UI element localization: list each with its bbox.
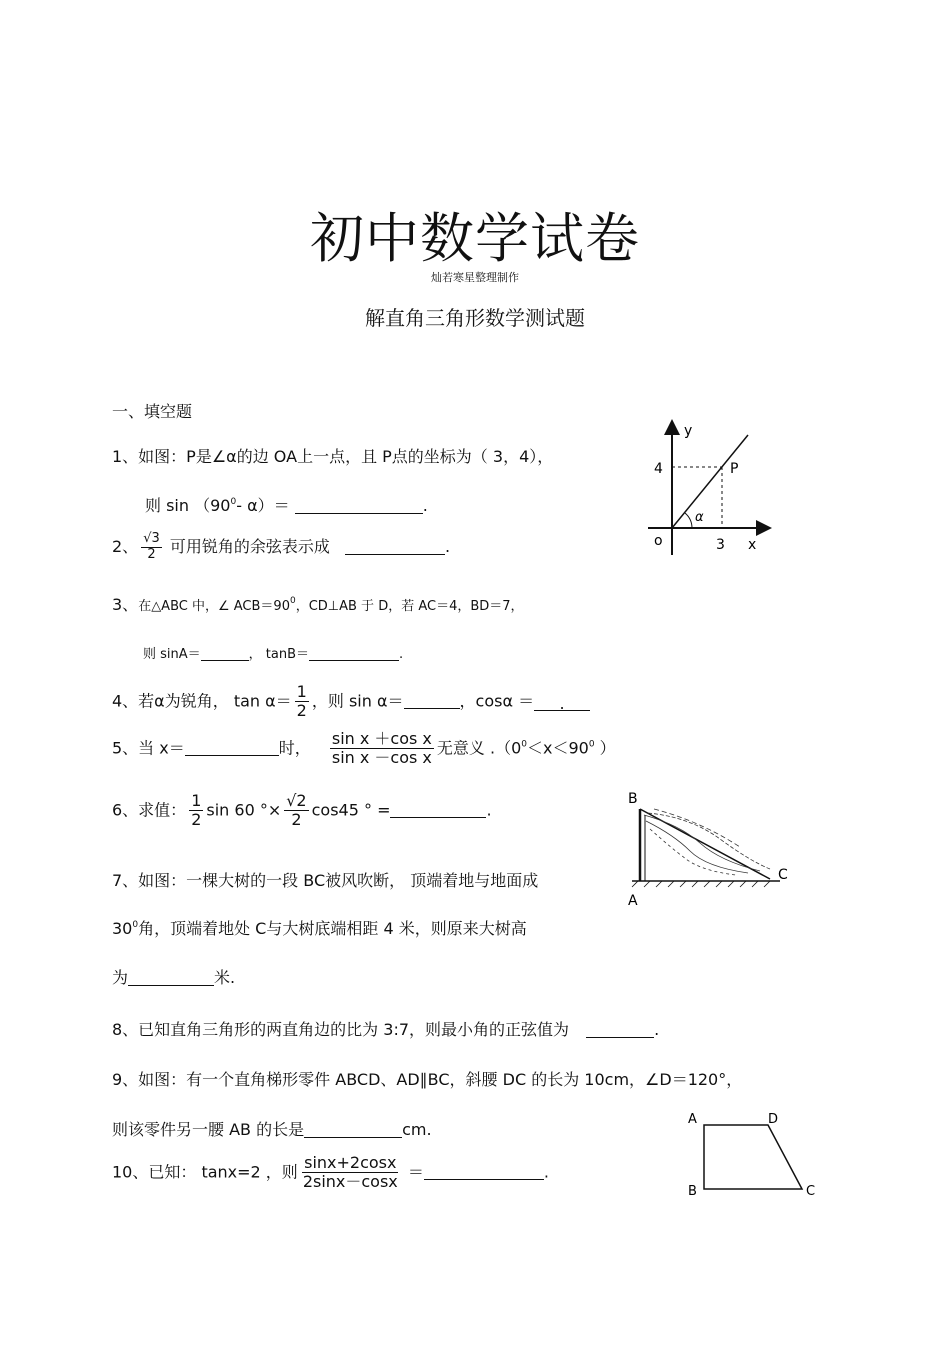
- question-10: [112, 1154, 549, 1192]
- question-8: [112, 1017, 659, 1040]
- y-tick-label: 4: [654, 461, 663, 477]
- vertex-b-label: B: [688, 1184, 697, 1199]
- answer-blank-5[interactable]: [185, 739, 279, 756]
- q6-fraction-2: [284, 792, 308, 830]
- q10-frac-den: 2sinx－cosx: [302, 1172, 398, 1192]
- q7-sup: 0: [132, 920, 139, 930]
- vertex-d-label: D: [768, 1112, 779, 1127]
- q4-text-b: ，则 sin α＝: [311, 691, 404, 711]
- answer-blank-1[interactable]: [295, 497, 423, 514]
- q2-fraction: [141, 532, 162, 563]
- q5-frac-num: sin x ＋cos x: [331, 729, 432, 748]
- answer-blank-3b[interactable]: [309, 644, 399, 661]
- q7-text-d: 米.: [214, 968, 236, 987]
- q10-frac-num: sinx+2cosx: [304, 1153, 397, 1172]
- question-1-line-1: 1、如图：P是∠α的边 OA上一点，且 P点的坐标为（ 3，4），: [112, 447, 554, 466]
- q2-frac-den: 2: [147, 546, 156, 562]
- q3-tanb: ， tanB＝: [248, 647, 310, 662]
- q5-frac-den: sin x －cos x: [331, 748, 432, 768]
- q4-frac-den: 2: [296, 701, 307, 721]
- q9-text-b: cm.: [402, 1120, 432, 1139]
- q7-text-a: 30: [112, 919, 133, 938]
- q4-fraction: [295, 683, 309, 721]
- answer-blank-7[interactable]: [128, 969, 214, 986]
- q5-text-e: ）: [594, 738, 616, 758]
- q8-end: .: [654, 1020, 660, 1039]
- q10-end: .: [543, 1162, 549, 1182]
- answer-blank-9[interactable]: [304, 1121, 402, 1138]
- page-title: 初中数学试卷: [310, 207, 640, 270]
- branches: [644, 809, 770, 875]
- question-7-line-3: [112, 965, 235, 988]
- question-1-line-2: [145, 493, 428, 516]
- q8-text: 8、已知直角三角形的两直角边的比为 3:7，则最小角的正弦值为: [112, 1020, 570, 1039]
- q4-text-a: 4、若α为锐角， tan α＝: [112, 691, 292, 711]
- question-6: [112, 792, 492, 830]
- answer-blank-4a[interactable]: [404, 692, 460, 709]
- alpha-label: α: [695, 510, 704, 525]
- answer-blank-4b[interactable]: .: [534, 694, 590, 711]
- q3-sina: 则 sinA＝: [143, 647, 201, 662]
- question-2: [112, 532, 450, 563]
- q9-text-a: 则该零件另一腰 AB 的长是: [112, 1120, 305, 1139]
- q1-end: .: [422, 496, 428, 515]
- q2-end: .: [444, 536, 451, 556]
- question-3-line-2: [143, 643, 403, 662]
- q6-text-a: 6、求值：: [112, 800, 187, 820]
- answer-blank-6[interactable]: [390, 801, 486, 818]
- answer-blank-10[interactable]: [424, 1163, 544, 1180]
- q6-f2-num: √2: [286, 791, 307, 810]
- q10-eq: ＝: [407, 1162, 424, 1182]
- question-7-line-2: [112, 916, 527, 939]
- q2-label: 2、: [112, 536, 139, 556]
- vertex-c-label: C: [806, 1184, 816, 1199]
- q1-sup: 0: [230, 497, 237, 507]
- q7-text-b: 角，顶端着地处 C与大树底端相距 4 米，则原来大树高: [138, 919, 527, 938]
- angle-arc: [685, 513, 692, 528]
- q10-text-a: 10、已知： tanx=2 ，则: [112, 1162, 298, 1182]
- q4-frac-num: 1: [296, 682, 307, 701]
- question-9-line-2: [112, 1117, 432, 1140]
- q5-sup-2: 0: [588, 739, 595, 750]
- q2-text: 可用锐角的余弦表示成: [169, 536, 330, 556]
- q3-text-a: 在△ABC 中，∠ ACB＝90: [138, 599, 290, 614]
- origin-label: o: [654, 533, 663, 549]
- q3-end: .: [399, 647, 404, 662]
- q7-text-c: 为: [112, 968, 129, 987]
- q3-text-b: ，CD⊥AB 于 D，若 AC＝4，BD＝7，: [295, 599, 524, 614]
- point-p-label: P: [730, 461, 739, 477]
- y-label: y: [684, 423, 693, 439]
- q6-f1-den: 2: [191, 810, 202, 830]
- q5-fraction: [330, 730, 434, 768]
- q10-fraction: [301, 1154, 400, 1192]
- section-heading: 一、填空题: [112, 402, 193, 421]
- vertex-a-label: A: [688, 1112, 697, 1127]
- coordinate-figure: [640, 415, 780, 560]
- x-label: x: [748, 537, 757, 553]
- q6-sin: sin 60 °×: [206, 800, 282, 820]
- trapezoid-abcd: [704, 1125, 802, 1189]
- credit-line: 灿若寒星整理制作: [431, 271, 519, 284]
- ray-oa: [672, 435, 748, 528]
- q5-text-a: 5、当 x＝: [112, 738, 185, 758]
- q2-frac-num: √3: [143, 531, 160, 546]
- question-3-line-1: [112, 592, 524, 615]
- q6-f2-den: 2: [291, 810, 302, 830]
- x-tick-label: 3: [716, 537, 725, 553]
- q3-label: 3、: [112, 595, 139, 614]
- q1-text-b: - α）＝: [236, 496, 290, 515]
- q6-f1-num: 1: [191, 791, 202, 810]
- ground-hatching: [632, 881, 770, 887]
- q5-text-b: 时，: [278, 738, 311, 758]
- q4-cos: ，cosα ＝: [459, 691, 535, 711]
- point-c-label: C: [778, 867, 788, 883]
- question-4: [112, 683, 590, 721]
- question-7-line-1: 7、如图：一棵大树的一段 BC被风吹断， 顶端着地与地面成: [112, 871, 539, 890]
- tree-figure: [620, 785, 800, 910]
- answer-blank-2[interactable]: [345, 538, 445, 555]
- question-9-line-1: 9、如图：有一个直角梯形零件 ABCD、AD∥BC，斜腰 DC 的长为 10cm，∠D＝120°，: [112, 1070, 743, 1089]
- q1-text-a: 则 sin （90: [145, 496, 231, 515]
- q6-fraction-1: [189, 792, 203, 830]
- q6-end: .: [486, 800, 492, 820]
- page-subtitle: 解直角三角形数学测试题: [365, 306, 585, 330]
- answer-blank-3a[interactable]: [201, 644, 249, 661]
- q3-sup: 0: [289, 596, 296, 606]
- q5-text-c: 无意义 .（0: [436, 738, 522, 758]
- point-b-label: B: [628, 791, 638, 807]
- q5-text-d: ＜x＜90: [527, 738, 589, 758]
- question-5: [112, 730, 616, 768]
- q6-cos: cos45 ° =: [311, 800, 391, 820]
- answer-blank-8[interactable]: [586, 1021, 654, 1038]
- q5-sup-1: 0: [521, 739, 527, 750]
- trapezoid-figure: [682, 1105, 822, 1200]
- point-a-label: A: [628, 893, 638, 909]
